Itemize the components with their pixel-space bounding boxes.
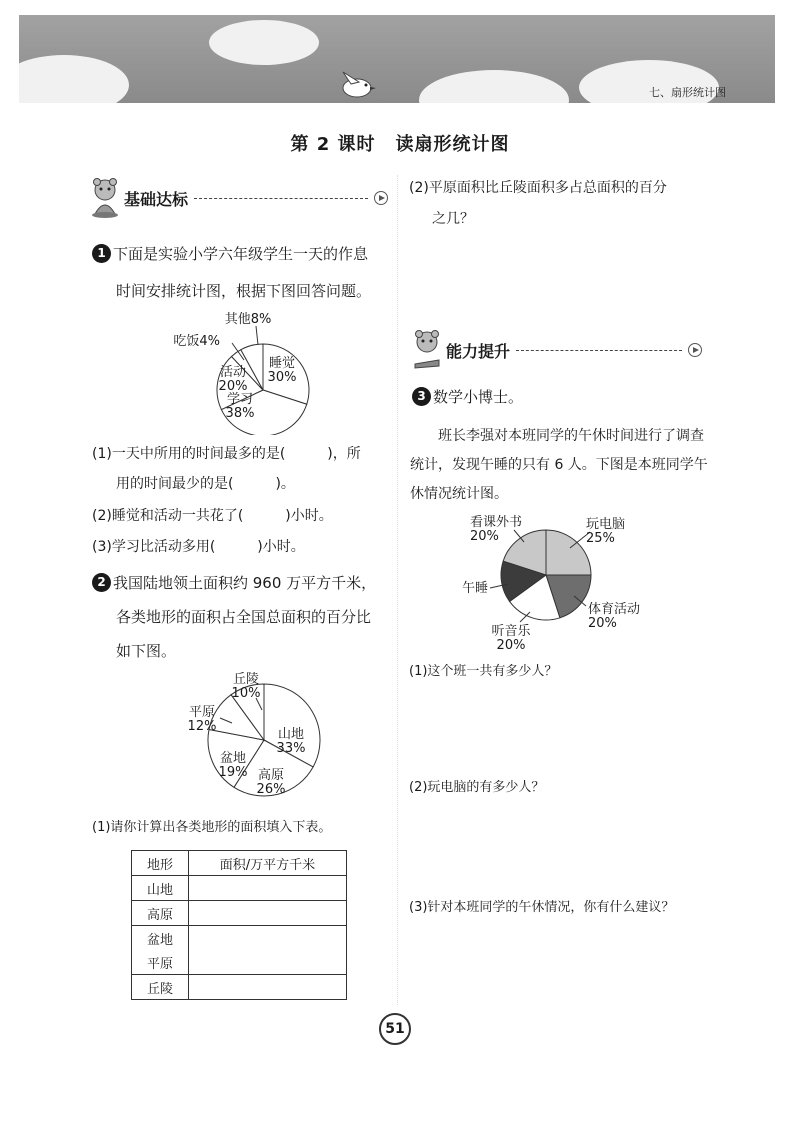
pie-slice-percent: 20% [496, 638, 526, 653]
pie-slice-percent: 19% [218, 765, 248, 780]
pie-slice-label: 高原 [257, 768, 285, 783]
pie-slice-label: 其他8% [224, 312, 272, 327]
table-header-terrain: 地形 [132, 851, 189, 876]
q2-number-badge: 2 [92, 573, 111, 592]
cloud-decoration [419, 70, 569, 103]
pie-slice-label: 看课外书 [470, 515, 523, 530]
q3-stem-text: 数学小博士。 [433, 388, 524, 406]
lesson-name: 读扇形统计图 [395, 134, 510, 155]
pie-slice-label: 丘陵 [232, 672, 260, 687]
pie-slice-percent: 20% [218, 379, 248, 394]
pie-slice-label: 体育活动 [588, 602, 641, 617]
table-row [132, 876, 347, 901]
q1-sub1-line2: 用的时间最少的是( )。 [116, 476, 295, 492]
q2-sub2-line1: (2)平原面积比丘陵面积多占总面积的百分 [409, 180, 667, 196]
lesson-number: 第 2 课时 [290, 134, 376, 155]
pie-chart-noon-break [458, 510, 668, 658]
cloud-decoration [209, 20, 319, 65]
pie-leader-line [256, 326, 258, 345]
q1-sub3: (3)学习比活动多用( )小时。 [92, 539, 305, 555]
pie-slice-percent: 26% [256, 782, 286, 797]
pie-slice-percent: 20% [470, 529, 499, 544]
pie-slice-label: 平原 [188, 705, 216, 720]
section-ability-header [412, 330, 702, 370]
q2-stem-line3: 如下图。 [116, 642, 177, 660]
q1-stem-text: 下面是实验小学六年级学生一天的作息 [113, 245, 369, 263]
table-cell-terrain: 山地 [132, 876, 189, 901]
table-row [132, 926, 347, 951]
bird-icon [337, 70, 379, 102]
mascot-icon [412, 330, 442, 370]
q2-sub2-line2: 之几？ [432, 211, 474, 227]
column-divider [397, 175, 398, 1005]
q2-sub1: (1)请你计算出各类地形的面积填入下表。 [92, 820, 332, 835]
q1-number-badge: 1 [92, 244, 111, 263]
q3-paragraph: 班长李强对本班同学的午休时间进行了调查统计，发现午睡的只有 6 人。下图是本班同学午休情况统计图。 [410, 428, 708, 502]
lesson-title [0, 130, 800, 156]
q2-stem-line1 [92, 573, 376, 593]
pie-slice-label: 山地 [277, 727, 305, 742]
table-row [132, 901, 347, 926]
pie-slice-label: 盆地 [219, 751, 247, 766]
mascot-icon [90, 178, 120, 218]
table-header-row [132, 851, 347, 876]
pie-slice-percent: 25% [586, 531, 615, 546]
page-number: 51 [379, 1013, 411, 1045]
q2-stem-text: 我国陆地领土面积约 960 万平方千米， [113, 574, 377, 592]
pie-slice-label: 听音乐 [491, 624, 531, 639]
table-cell-terrain: 盆地 [132, 926, 189, 951]
section-ability-title: 能力提升 [446, 341, 511, 361]
cloud-decoration [19, 55, 129, 103]
pie-slice-percent: 30% [267, 370, 297, 385]
q3-sub1: (1)这个班一共有多少人？ [409, 664, 558, 679]
pie-slice-label: 午睡 [462, 581, 489, 596]
pie-slice-percent: 38% [225, 406, 255, 421]
pie-chart-schedule [160, 305, 330, 435]
table-cell-area[interactable] [189, 876, 347, 901]
table-cell-area[interactable] [189, 926, 347, 975]
pie-slice-label: 活动 [219, 365, 247, 380]
q3-sub3: (3)针对本班同学的午休情况，你有什么建议？ [409, 900, 675, 915]
section-dash-line [516, 350, 682, 351]
section-basic-header [90, 178, 388, 218]
pie-slice-percent: 10% [231, 686, 261, 701]
pie-slice-percent: 33% [276, 741, 306, 756]
table-cell-terrain: 平原 [132, 950, 189, 975]
play-circle-icon [374, 191, 388, 205]
pie-slice-percent: 20% [588, 616, 617, 631]
table-cell-area[interactable] [189, 975, 347, 1000]
q1-stem-line2: 时间安排统计图，根据下图回答问题。 [116, 282, 372, 300]
section-basic-title: 基础达标 [124, 189, 189, 209]
table-cell-terrain: 丘陵 [132, 975, 189, 1000]
q1-sub1-line1: (1)一天中所用的时间最多的是( )，所 [92, 446, 361, 462]
table-row [132, 975, 347, 1000]
pie-chart-terrain [170, 668, 330, 804]
table-cell-area[interactable] [189, 901, 347, 926]
play-circle-icon [688, 343, 702, 357]
pie-slice-label: 睡觉 [268, 356, 296, 371]
q3-stem [412, 387, 523, 407]
terrain-area-table [131, 850, 347, 1000]
q3-sub2: (2)玩电脑的有多少人？ [409, 780, 545, 795]
pie-slice-label: 玩电脑 [586, 517, 626, 532]
table-header-area: 面积/万平方千米 [189, 851, 347, 876]
pie-slice-percent: 12% [187, 719, 217, 734]
q3-number-badge: 3 [412, 387, 431, 406]
pie-slice-label: 学习 [226, 392, 254, 407]
q2-stem-line2: 各类地形的面积占全国总面积的百分比 [116, 608, 372, 626]
table-cell-terrain: 高原 [132, 901, 189, 926]
q1-stem-line1 [92, 244, 368, 264]
chapter-label: 七、扇形统计图 [649, 86, 726, 99]
pie-slice-label: 吃饭4% [173, 334, 220, 349]
section-dash-line [194, 198, 368, 199]
q1-sub2: (2)睡觉和活动一共花了( )小时。 [92, 508, 333, 524]
